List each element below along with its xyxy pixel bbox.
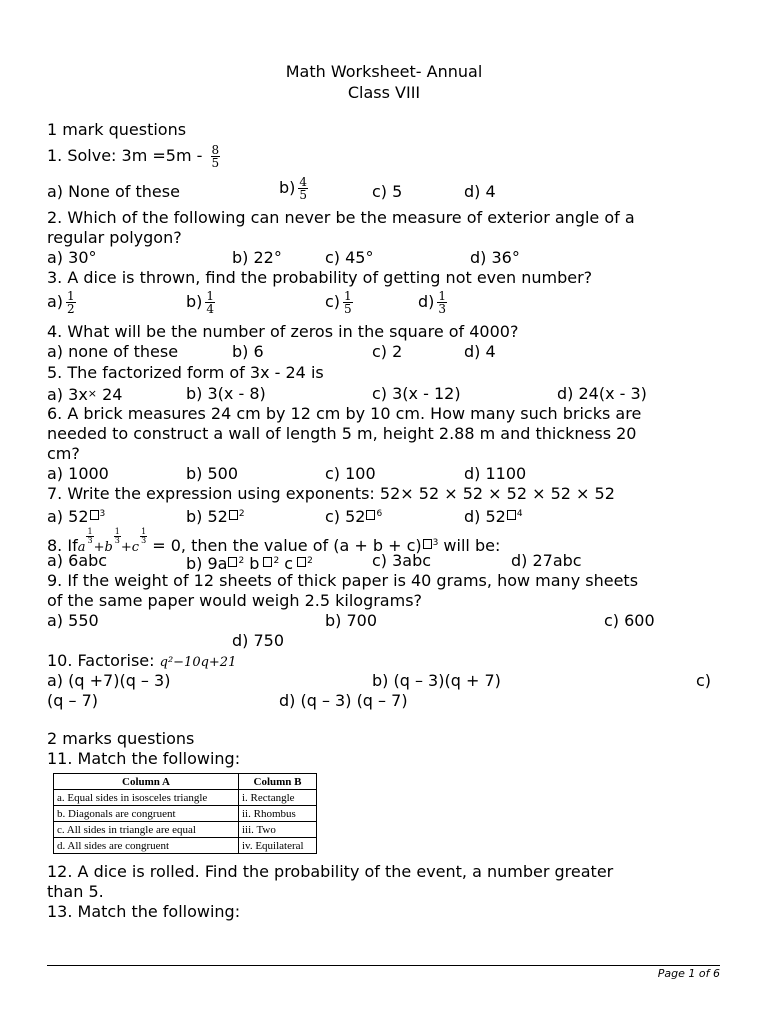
multiply-symbol: × [87,387,97,400]
missing-glyph-box [229,510,238,520]
q9-option-c: c) 600 [604,611,655,630]
q6-option-a: a) 1000 [47,464,109,483]
question-6-line-2: needed to construct a wall of length 5 m, height 2.88 m and thickness 20 [47,424,637,443]
option-label: b) 52 [186,507,228,526]
q1-option-b [279,176,308,201]
question-11: 11. Match the following: [47,749,241,768]
q3-option-a-fraction [66,290,76,315]
question-8-text: = 0, then the value of (a + b + c) [147,536,422,555]
q3-option-b [186,290,215,315]
table-cell: d. All sides are congruent [54,838,239,854]
option-text: c [279,554,294,573]
q6-option-b: b) 500 [186,464,239,483]
table-cell: i. Rectangle [239,790,317,806]
fraction-numerator: 1 [114,527,120,536]
match-table [53,773,317,854]
fraction-numerator: 1 [438,289,447,303]
exponent: 3 [99,509,106,519]
q4-option-d: d) 4 [464,342,496,361]
q3-option-b-fraction [205,290,215,315]
exponent-fraction [114,528,121,545]
exponent: 4 [516,509,523,519]
q3-option-a [47,290,76,315]
q1-option-c: c) 5 [372,182,403,201]
q8-option-d: d) 27abc [511,551,582,570]
option-label: c) 52 [325,507,366,526]
fraction-numerator: 1 [87,527,93,536]
page-number: Page 1 of 6 [657,967,720,980]
exponent: 2 [238,509,245,519]
question-9-line-1: 9. If the weight of 12 sheets of thick paper is 40 grams, how many sheets [47,571,639,590]
option-label: d) 52 [464,507,506,526]
q4-option-c: c) 2 [372,342,403,361]
q7-option-d [464,504,523,527]
q3-option-d-fraction [437,290,447,315]
column-header: Column A [54,774,239,790]
question-4: 4. What will be the number of zeros in the square of 4000? [47,322,519,341]
fraction-denominator: 2 [67,302,75,316]
table-row [54,822,317,838]
fraction-numerator: 1 [141,527,147,536]
option-label: b) 9a [186,554,228,573]
question-5: 5. The factorized form of 3x - 24 is [47,363,324,382]
fraction-numerator: 1 [344,289,352,303]
q9-option-a: a) 550 [47,611,99,630]
option-text: b [244,554,260,573]
formula-term: +c [120,540,140,555]
option-label: b) [279,178,296,197]
missing-glyph-box [263,557,272,567]
q10-option-b: b) (q – 3)(q + 7) [372,671,501,690]
q8-option-a: a) 6abc [47,551,108,570]
option-label: a) 3x [47,385,88,404]
table-cell: ii. Rhombus [239,806,317,822]
q1-option-b-fraction [298,176,308,201]
exponent: 2 [238,556,245,566]
exponent: 2 [307,556,313,566]
page-subtitle: Class VIII [347,83,421,102]
formula-term: +b [93,540,113,555]
question-3: 3. A dice is thrown, find the probability of getting not even number? [47,268,593,287]
question-10 [47,651,236,673]
question-8-suffix: will be: [438,536,501,555]
question-1 [47,144,220,169]
q1-option-d: d) 4 [464,182,496,201]
question-12-line-2: than 5. [47,882,104,901]
question-10-expression: q²−10q+21 [159,655,237,670]
option-text: 24 [97,385,123,404]
fraction-denominator: 4 [206,302,215,316]
q2-option-b: b) 22° [232,248,282,267]
q2-option-a: a) 30° [47,248,97,267]
question-1-text: 1. Solve: 3m =5m - [47,146,203,165]
q6-option-d: d) 1100 [464,464,527,483]
fraction-numerator: 1 [206,289,215,303]
table-row [54,806,317,822]
q7-option-c [325,504,382,527]
question-6-line-3: cm? [47,444,80,463]
q7-option-b [186,504,245,527]
missing-glyph-box [228,557,237,567]
fraction-denominator: 3 [114,536,120,545]
question-1-fraction [211,144,221,169]
fraction-numerator: 8 [211,143,220,157]
q2-option-c: c) 45° [325,248,374,267]
exponent: 6 [376,509,383,519]
section-heading-1: 1 mark questions [47,120,187,139]
question-2-line-2: regular polygon? [47,228,182,247]
missing-glyph-box [507,510,516,520]
question-13: 13. Match the following: [47,902,241,921]
column-header: Column B [239,774,317,790]
fraction-numerator: 4 [299,175,308,189]
table-row [54,838,317,854]
exponent-fraction [86,528,93,545]
q10-option-d: d) (q – 3) (q – 7) [279,691,408,710]
q3-option-d [418,290,447,315]
option-label: a) [47,292,64,311]
question-12-line-1: 12. A dice is rolled. Find the probability of the event, a number greater [47,862,614,881]
question-10-text: 10. Factorise: [47,651,155,670]
table-row [54,790,317,806]
fraction-denominator: 5 [211,156,220,170]
q8-option-c: c) 3abc [372,551,432,570]
q5-option-c: c) 3(x - 12) [372,384,461,403]
q1-option-a: a) None of these [47,182,180,201]
q5-option-b: b) 3(x - 8) [186,384,266,403]
q9-option-b: b) 700 [325,611,378,630]
missing-glyph-box [90,510,99,520]
fraction-denominator: 5 [344,302,352,316]
option-label: d) [418,292,435,311]
fraction-denominator: 3 [141,536,147,545]
q2-option-d: d) 36° [470,248,520,267]
exponent: 2 [273,556,280,566]
formula-term: a [77,540,86,555]
missing-glyph-box [297,557,306,567]
fraction-numerator: 1 [67,289,75,303]
q10-option-c-continued: (q – 7) [47,691,98,710]
table-header-row [54,774,317,790]
q5-option-d: d) 24(x - 3) [557,384,647,403]
question-6-line-1: 6. A brick measures 24 cm by 12 cm by 10 cm. How many such bricks are [47,404,642,423]
q10-option-a: a) (q +7)(q – 3) [47,671,171,690]
question-9-line-2: of the same paper would weigh 2.5 kilograms? [47,591,423,610]
footer-divider [47,965,720,966]
missing-glyph-box [423,539,432,549]
question-8-prefix: 8. If [47,536,78,555]
q4-option-b: b) 6 [232,342,264,361]
table-cell: b. Diagonals are congruent [54,806,239,822]
table-cell: c. All sides in triangle are equal [54,822,239,838]
question-2-line-1: 2. Which of the following can never be the measure of exterior angle of a [47,208,635,227]
q3-option-c-fraction [343,290,353,315]
q6-option-c: c) 100 [325,464,376,483]
q5-option-a [47,384,122,405]
table-cell: iii. Two [239,822,317,838]
section-heading-2: 2 marks questions [47,729,195,748]
q9-option-d: d) 750 [232,631,285,650]
table-cell: a. Equal sides in isosceles triangle [54,790,239,806]
option-label: b) [186,292,203,311]
option-label: a) 52 [47,507,89,526]
fraction-denominator: 3 [87,536,93,545]
exponent: 3 [432,538,439,548]
q3-option-c [325,290,353,315]
q7-option-a [47,504,105,527]
missing-glyph-box [366,510,375,520]
fraction-denominator: 5 [299,188,308,202]
table-cell: iv. Equilateral [239,838,317,854]
q10-option-c: c) [696,671,712,690]
fraction-denominator: 3 [438,302,447,316]
option-label: c) [325,292,341,311]
question-7: 7. Write the expression using exponents: 52× 52 × 52 × 52 × 52 × 52 [47,484,615,503]
page-title: Math Worksheet- Annual [285,62,483,81]
q4-option-a: a) none of these [47,342,179,361]
